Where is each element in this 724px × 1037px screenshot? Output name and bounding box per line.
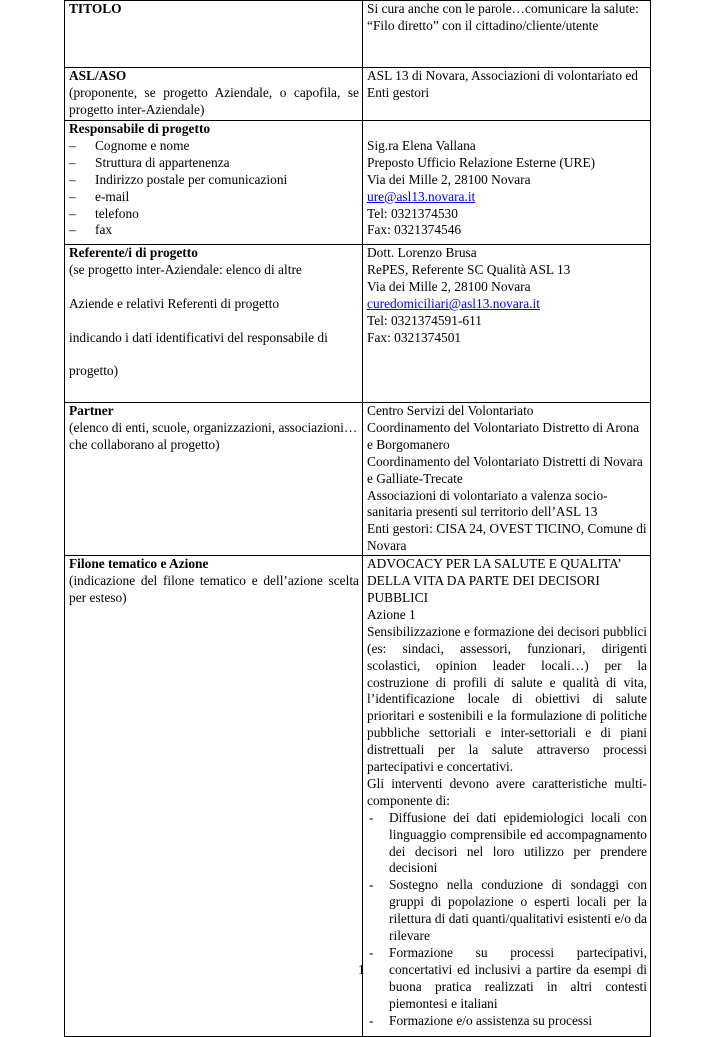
label-cell [65,556,363,1037]
referente-sub2: Aziende e relativi Referenti di progetto [69,295,280,311]
list-item: - Formazione su processi partecipativi, concertativi ed inclusivi a partire da esempi di buona pratica realizzati in altri contesti piemontesi e italiani [367,945,647,1013]
titolo-label: TITOLO [69,1,122,16]
responsabile-label: Responsabile di progetto [69,121,211,136]
asl-sub: (proponente, se progetto Aziendale, o capofila, se progetto inter-Aziendale) [69,84,360,117]
value-cell [363,245,651,403]
referente-fax: Fax: 0321374501 [367,329,462,345]
partner-item: Coordinamento del Volontariato Distretto di Arona e Borgomanero [367,419,640,452]
asl-value: ASL 13 di Novara, Associazioni di volontariato ed Enti gestori [367,68,638,100]
label-cell [65,403,363,556]
label-cell [65,1,363,68]
page-number: 1 [358,962,365,977]
row-referente [65,245,651,403]
project-form-table [64,0,651,1037]
list-item: – telefono [69,206,359,223]
filone-sub: (indicazione del filone tematico e dell’azione scelta per esteso) [69,573,360,605]
titolo-value: Si cura anche con le parole…comunicare la salute: “Filo diretto” con il cittadino/cliente/utente [367,1,639,33]
responsabile-email-link[interactable]: ure@asl13.novara.it [367,188,476,204]
partner-item: Coordinamento del Volontariato Distretti di Novara e Galliate-Trecate [367,453,643,486]
filone-label: Filone tematico e Azione [69,556,209,572]
referente-tel: Tel: 0321374591-611 [367,312,482,328]
label-cell [65,68,363,121]
responsabile-items [69,138,359,239]
list-item: - Diffusione dei dati epidemiologici locali con linguaggio comprensibile ed accompagnamento dei decisori nel loro utilizzo per prendere decisioni [367,810,647,878]
value-cell [363,1,651,68]
value-cell [363,556,651,1037]
list-item: – e-mail [69,189,359,206]
responsabile-fax: Fax: 0321374546 [367,222,462,238]
referente-name: Dott. Lorenzo Brusa [367,245,477,260]
referente-address: Via dei Mille 2, 28100 Novara [367,278,531,294]
partner-label: Partner [69,403,114,418]
list-item: – Struttura di appartenenza [69,155,359,172]
filone-title: ADVOCACY PER LA SALUTE E QUALITA’ DELLA VITA DA PARTE DEI DECISORI PUBBLICI [367,556,621,605]
list-item: – fax [69,222,359,239]
responsabile-tel: Tel: 0321374530 [367,205,458,221]
filone-azione: Azione 1 [367,606,416,622]
partner-item: Enti gestori: CISA 24, OVEST TICINO, Comune di Novara [367,521,647,554]
partner-item: Associazioni di volontariato a valenza socio-sanitaria presenti sul territorio dell’ASL 13 [367,487,608,520]
list-item: - Sostegno nella conduzione di sondaggi con gruppi di popolazione o esperti locali per la rilettura di dati quanti/qualitativi esistenti e/o da rilevare [367,877,647,945]
list-item: – Cognome e nome [69,138,359,155]
referente-label: Referente/i di progetto [69,245,198,260]
row-titolo [65,1,651,68]
value-cell [363,68,651,121]
list-item: – Indirizzo postale per comunicazioni [69,172,359,189]
referente-sub4: progetto) [69,363,119,379]
referente-role: RePES, Referente SC Qualità ASL 13 [367,261,571,277]
row-asl [65,68,651,121]
responsabile-name: Sig.ra Elena Vallana [367,137,476,153]
responsabile-role: Preposto Ufficio Relazione Esterne (URE) [367,154,596,170]
filone-bullets [367,810,647,1030]
filone-desc: Sensibilizzazione e formazione dei decisori pubblici (es: sindaci, assessori, funzionari, dirigenti scolastici, opinion leader locali…) per la costruzione di profili di salute e qualità di vita, l’identificazione locale di obiettivi di salute prioritari e sostenibili e la formulazione di politiche pubbliche settoriali e inter-settoriali e di piani distrettuali per la salute attraverso processi partecipativi e concertativi. [367,623,648,775]
label-cell [65,245,363,403]
referente-email-link[interactable]: curedomiciliari@asl13.novara.it [367,295,540,311]
value-cell [363,121,651,245]
referente-sub3: indicando i dati identificativi del responsabile di [69,329,328,345]
responsabile-address: Via dei Mille 2, 28100 Novara [367,171,531,187]
referente-sub1: (se progetto inter-Aziendale: elenco di altre [69,261,302,277]
label-cell [65,121,363,245]
filone-intro: Gli interventi devono avere caratteristiche multi-componente di: [367,775,647,808]
asl-label: ASL/ASO [69,68,127,83]
row-responsabile [65,121,651,245]
partner-sub: (elenco di enti, scuole, organizzazioni, associazioni… che collaborano al progetto) [69,419,358,452]
partner-item: Centro Servizi del Volontariato [367,403,534,418]
list-item: - Formazione e/o assistenza su processi [367,1013,647,1030]
row-partner [65,403,651,556]
value-cell [363,403,651,556]
